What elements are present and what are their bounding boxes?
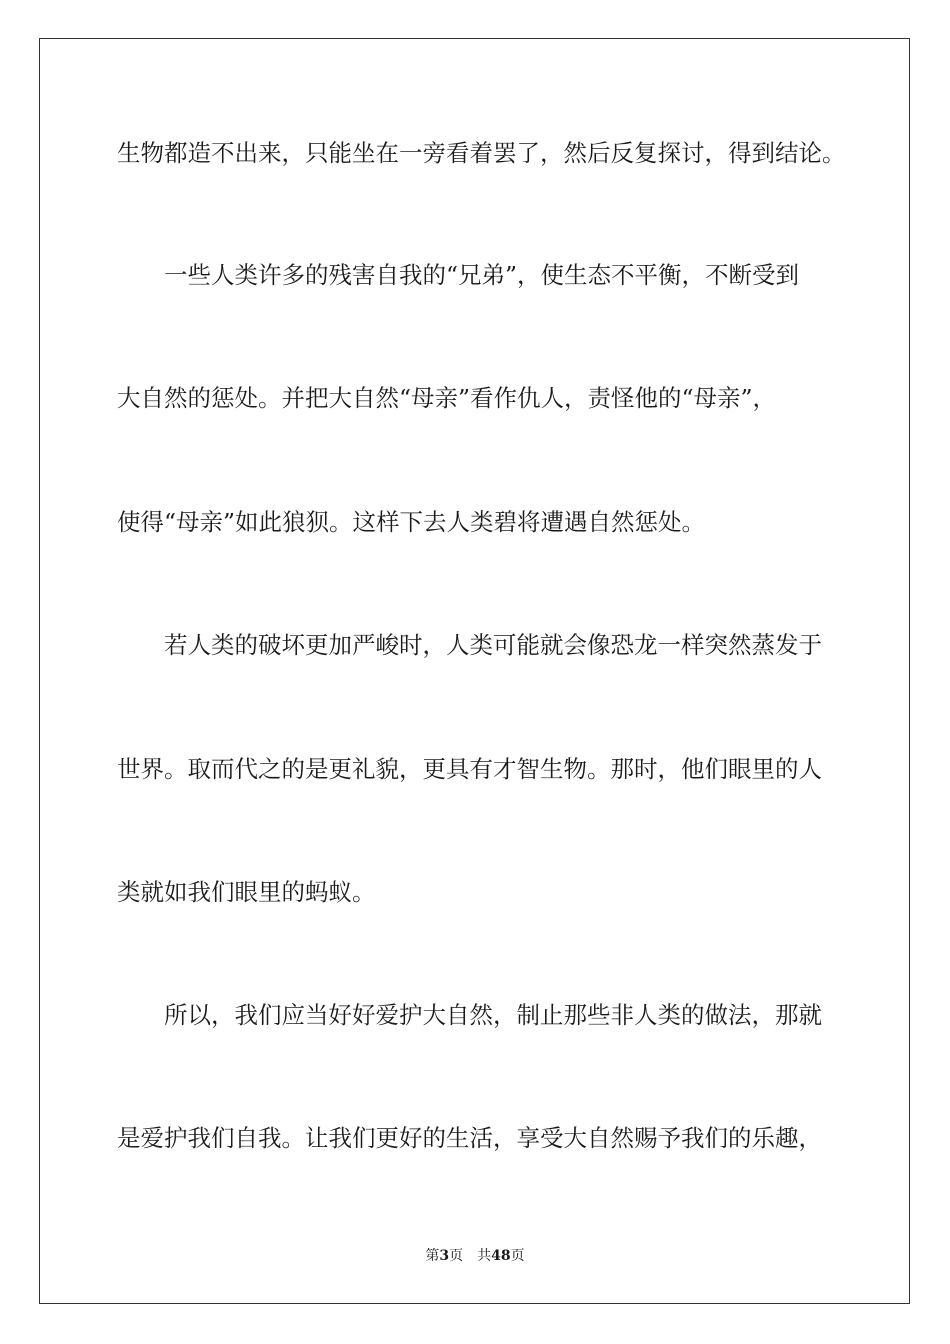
footer-total-pages: 48 [491,1248,511,1264]
body-line-7: 类就如我们眼里的蚂蚁。 [117,878,376,906]
footer-page-number: 3 [439,1248,450,1264]
footer-total-suffix: 页 [510,1248,525,1264]
body-line-1: 生物都造不出来，只能坐在一旁看着罢了，然后反复探讨，得到结论。 [117,139,846,167]
body-line-9: 是爱护我们自我。让我们更好的生活，享受大自然赐予我们的乐趣， [117,1124,822,1152]
body-line-8: 所以，我们应当好好爱护大自然，制止那些非人类的做法，那就 [164,1001,822,1029]
body-line-3: 大自然的惩处。并把大自然“母亲”看作仇人，责怪他的“母亲”， [117,384,777,412]
page-border [39,38,910,1304]
page-footer [0,1249,950,1263]
footer-page-prefix: 第 [425,1248,440,1264]
body-line-6: 世界。取而代之的是更礼貌，更具有才智生物。那时，他们眼里的人 [117,755,822,783]
body-line-5: 若人类的破坏更加严峻时，人类可能就会像恐龙一样突然蒸发于 [164,631,822,659]
body-line-2: 一些人类许多的残害自我的“兄弟”，使生态不平衡，不断受到 [164,261,800,289]
footer-page-suffix: 页 [449,1248,464,1264]
footer-total-prefix: 共 [477,1248,492,1264]
body-line-4: 使得“母亲”如此狼狈。这样下去人类碧将遭遇自然惩处。 [117,508,706,536]
